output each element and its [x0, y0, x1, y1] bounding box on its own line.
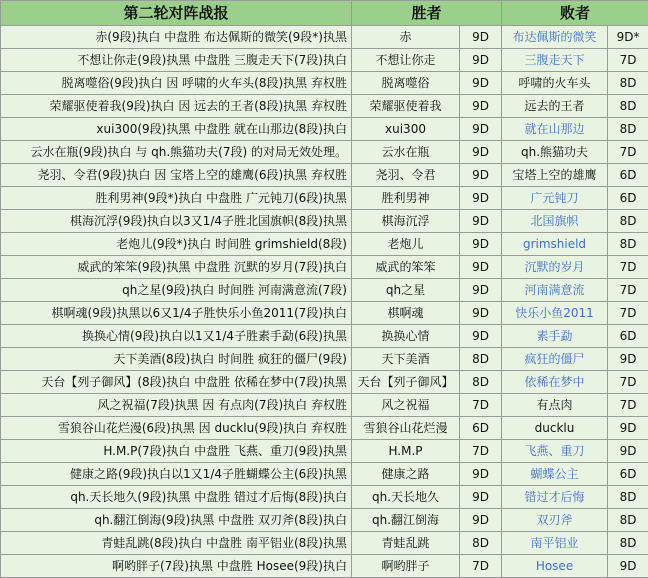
- loser-grade: 7D: [608, 371, 648, 394]
- winner-name: qh.天长地久: [352, 486, 460, 509]
- report-cell: 健康之路(9段)执白以1又1/4子胜蝴蝶公主(6段)执黑: [1, 463, 352, 486]
- loser-name[interactable]: grimshield: [502, 233, 608, 256]
- winner-name: 尧羽、令君: [352, 164, 460, 187]
- report-cell: 啊哟胖子(7段)执黑 中盘胜 Hosee(9段)执白: [1, 555, 352, 578]
- loser-grade: 7D: [608, 394, 648, 417]
- loser-grade: 9D: [608, 555, 648, 578]
- loser-name[interactable]: 沉默的岁月: [502, 256, 608, 279]
- loser-grade: 7D: [608, 279, 648, 302]
- report-cell: 不想让你走(9段)执黑 中盘胜 三腹走天下(7段)执白: [1, 49, 352, 72]
- report-cell: 赤(9段)执白 中盘胜 布达佩斯的微笑(9段*)执黑: [1, 26, 352, 49]
- report-cell: 胜利男神(9段*)执白 中盘胜 广元钝刀(6段)执黑: [1, 187, 352, 210]
- loser-name[interactable]: 依稀在梦中: [502, 371, 608, 394]
- winner-grade: 8D: [460, 532, 502, 555]
- table-row: [1, 187, 648, 210]
- loser-name: 有点肉: [502, 394, 608, 417]
- winner-grade: 9D: [460, 141, 502, 164]
- winner-name: 不想让你走: [352, 49, 460, 72]
- table-row: [1, 348, 648, 371]
- winner-grade: 9D: [460, 256, 502, 279]
- winner-name: H.M.P: [352, 440, 460, 463]
- winner-name: 荣耀驱使着我: [352, 95, 460, 118]
- loser-grade: 6D: [608, 463, 648, 486]
- report-cell: qh.天长地久(9段)执黑 中盘胜 错过才后悔(8段)执白: [1, 486, 352, 509]
- winner-grade: 9D: [460, 187, 502, 210]
- report-cell: H.M.P(7段)执白 中盘胜 飞燕、重刀(9段)执黑: [1, 440, 352, 463]
- report-cell: 雪狼谷山花烂漫(6段)执黑 因 ducklu(9段)执白 弃权胜: [1, 417, 352, 440]
- loser-name[interactable]: 错过才后悔: [502, 486, 608, 509]
- loser-name[interactable]: 布达佩斯的微笑: [502, 26, 608, 49]
- report-cell: qh.翻江倒海(9段)执黑 中盘胜 双刃斧(8段)执白: [1, 509, 352, 532]
- loser-name[interactable]: 双刃斧: [502, 509, 608, 532]
- loser-grade: 9D: [608, 348, 648, 371]
- loser-grade: 8D: [608, 532, 648, 555]
- report-cell: 换换心情(9段)执白以1又1/4子胜素手勐(6段)执黑: [1, 325, 352, 348]
- winner-name: 棋啊魂: [352, 302, 460, 325]
- winner-name: 雪狼谷山花烂漫: [352, 417, 460, 440]
- winner-grade: 9D: [460, 118, 502, 141]
- report-cell: xui300(9段)执黑 中盘胜 就在山那边(8段)执白: [1, 118, 352, 141]
- report-cell: 风之祝福(7段)执黑 因 有点肉(7段)执白 弃权胜: [1, 394, 352, 417]
- table-row: [1, 256, 648, 279]
- loser-name[interactable]: 北国旗帜: [502, 210, 608, 233]
- table-row: [1, 72, 648, 95]
- table-row: [1, 26, 648, 49]
- winner-grade: 8D: [460, 371, 502, 394]
- loser-name[interactable]: 广元钝刀: [502, 187, 608, 210]
- winner-grade: 9D: [460, 49, 502, 72]
- table-row: [1, 394, 648, 417]
- report-cell: 尧羽、令君(9段)执白 因 宝塔上空的雄鹰(6段)执黑 弃权胜: [1, 164, 352, 187]
- loser-name[interactable]: 蝴蝶公主: [502, 463, 608, 486]
- loser-grade: 8D: [608, 233, 648, 256]
- table-row: [1, 49, 648, 72]
- loser-name[interactable]: 快乐小鱼2011: [502, 302, 608, 325]
- table-row: [1, 532, 648, 555]
- winner-name: 赤: [352, 26, 460, 49]
- winner-name: 威武的笨笨: [352, 256, 460, 279]
- loser-name: 呼啸的火车头: [502, 72, 608, 95]
- winner-grade: 6D: [460, 417, 502, 440]
- table-row: [1, 302, 648, 325]
- winner-grade: 9D: [460, 72, 502, 95]
- loser-name[interactable]: 河南满意流: [502, 279, 608, 302]
- report-cell: 脱离噬俗(9段)执白 因 呼啸的火车头(8段)执黑 弃权胜: [1, 72, 352, 95]
- loser-grade: 8D: [608, 486, 648, 509]
- loser-grade: 9D*: [608, 26, 648, 49]
- report-cell: 云水在瓶(9段)执白 与 qh.熊猫功夫(7段) 的对局无效处理。: [1, 141, 352, 164]
- loser-grade: 8D: [608, 210, 648, 233]
- winner-name: 胜利男神: [352, 187, 460, 210]
- loser-name[interactable]: 素手勐: [502, 325, 608, 348]
- table-row: [1, 118, 648, 141]
- table-row: [1, 463, 648, 486]
- winner-grade: 7D: [460, 555, 502, 578]
- loser-grade: 7D: [608, 256, 648, 279]
- loser-grade: 6D: [608, 187, 648, 210]
- loser-name: 远去的王者: [502, 95, 608, 118]
- loser-name: qh.熊猫功夫: [502, 141, 608, 164]
- loser-grade: 9D: [608, 440, 648, 463]
- winner-name: 老炮儿: [352, 233, 460, 256]
- report-cell: 天台【列子御风】(8段)执白 中盘胜 依稀在梦中(7段)执黑: [1, 371, 352, 394]
- loser-grade: 7D: [608, 141, 648, 164]
- winner-name: 云水在瓶: [352, 141, 460, 164]
- table-row: [1, 440, 648, 463]
- winner-name: 青蛙乱跳: [352, 532, 460, 555]
- winner-name: 健康之路: [352, 463, 460, 486]
- winner-grade: 9D: [460, 325, 502, 348]
- loser-grade: 9D: [608, 417, 648, 440]
- report-cell: 威武的笨笨(9段)执黑 中盘胜 沉默的岁月(7段)执白: [1, 256, 352, 279]
- table-row: [1, 509, 648, 532]
- loser-name[interactable]: 南平铝业: [502, 532, 608, 555]
- winner-grade: 9D: [460, 302, 502, 325]
- winner-grade: 9D: [460, 486, 502, 509]
- report-cell: 棋啊魂(9段)执黑以6又1/4子胜快乐小鱼2011(7段)执白: [1, 302, 352, 325]
- header-loser: 败者: [502, 1, 648, 26]
- loser-grade: 7D: [608, 302, 648, 325]
- table-row: [1, 164, 648, 187]
- winner-grade: 9D: [460, 26, 502, 49]
- table-row: [1, 233, 648, 256]
- table-row: [1, 95, 648, 118]
- loser-grade: 8D: [608, 95, 648, 118]
- winner-grade: 7D: [460, 440, 502, 463]
- loser-grade: 8D: [608, 72, 648, 95]
- loser-name[interactable]: 就在山那边: [502, 118, 608, 141]
- winner-name: 天台【列子御风】: [352, 371, 460, 394]
- winner-grade: 9D: [460, 164, 502, 187]
- report-cell: 天下美酒(8段)执白 时间胜 疯狂的僵尸(9段): [1, 348, 352, 371]
- winner-name: 啊哟胖子: [352, 555, 460, 578]
- loser-grade: 6D: [608, 164, 648, 187]
- winner-name: 棋海沉浮: [352, 210, 460, 233]
- report-cell: 棋海沉浮(9段)执白以3又1/4子胜北国旗帜(8段)执黑: [1, 210, 352, 233]
- winner-name: qh.翻江倒海: [352, 509, 460, 532]
- winner-grade: 9D: [460, 95, 502, 118]
- winner-grade: 9D: [460, 210, 502, 233]
- loser-name: ducklu: [502, 417, 608, 440]
- report-cell: 老炮儿(9段*)执白 时间胜 grimshield(8段): [1, 233, 352, 256]
- table-row: [1, 210, 648, 233]
- table-row: [1, 325, 648, 348]
- table-row: [1, 417, 648, 440]
- winner-name: qh之星: [352, 279, 460, 302]
- loser-name: 宝塔上空的雄鹰: [502, 164, 608, 187]
- winner-name: 换换心情: [352, 325, 460, 348]
- report-cell: qh之星(9段)执白 时间胜 河南满意流(7段): [1, 279, 352, 302]
- loser-name[interactable]: 疯狂的僵尸: [502, 348, 608, 371]
- header-row: [1, 1, 648, 26]
- table-row: [1, 371, 648, 394]
- winner-name: 风之祝福: [352, 394, 460, 417]
- loser-name[interactable]: 三腹走天下: [502, 49, 608, 72]
- header-report: 第二轮对阵战报: [1, 1, 352, 26]
- header-winner: 胜者: [352, 1, 502, 26]
- loser-grade: 8D: [608, 118, 648, 141]
- table-row: [1, 555, 648, 578]
- loser-grade: 8D: [608, 509, 648, 532]
- loser-name[interactable]: 飞燕、重刀: [502, 440, 608, 463]
- loser-grade: 7D: [608, 49, 648, 72]
- report-cell: 荣耀驱使着我(9段)执白 因 远去的王者(8段)执黑 弃权胜: [1, 95, 352, 118]
- table-row: [1, 486, 648, 509]
- winner-name: 脱离噬俗: [352, 72, 460, 95]
- loser-name[interactable]: Hosee: [502, 555, 608, 578]
- winner-name: xui300: [352, 118, 460, 141]
- winner-grade: 8D: [460, 348, 502, 371]
- report-cell: 青蛙乱跳(8段)执白 中盘胜 南平铝业(8段)执黑: [1, 532, 352, 555]
- winner-name: 天下美酒: [352, 348, 460, 371]
- winner-grade: 7D: [460, 394, 502, 417]
- loser-grade: 6D: [608, 325, 648, 348]
- winner-grade: 9D: [460, 463, 502, 486]
- winner-grade: 9D: [460, 279, 502, 302]
- winner-grade: 9D: [460, 509, 502, 532]
- winner-grade: 9D: [460, 233, 502, 256]
- table-row: [1, 141, 648, 164]
- table-row: [1, 279, 648, 302]
